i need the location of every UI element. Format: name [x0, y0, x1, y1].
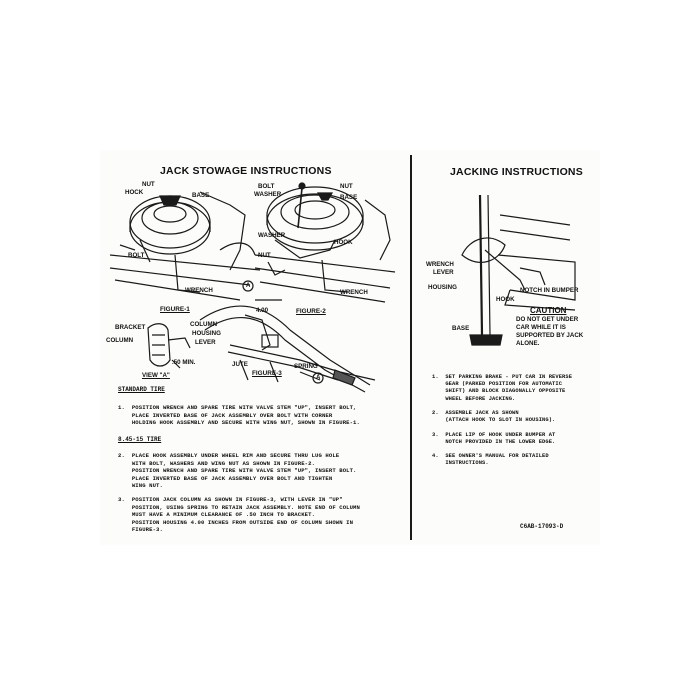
label-hook-2: HOOK: [334, 239, 353, 246]
label-column-2: COLUMN: [190, 321, 218, 328]
label-nut-2a: NUT: [340, 183, 353, 190]
label-washer-2b: WASHER: [258, 232, 286, 239]
section-standard-tire: STANDARD TIRE: [118, 386, 165, 393]
stowage-step-1: 1. POSITION WRENCH AND SPARE TIRE WITH VALVE STEM "UP", INSERT BOLT, PLACE INVERTED BASE OF JACK ASSEMBLY OVER BOLT WITH CORNER HOLDING HOOK ASSEMBLY AND SECURE WITH WING NUT, SHOWN IN FIGURE-1.: [118, 404, 360, 427]
figure-1-caption: FIGURE-1: [160, 306, 190, 313]
label-hook-r: HOOK: [496, 296, 515, 303]
label-wrench-2: WRENCH: [340, 289, 368, 296]
label-bolt-1: BOLT: [128, 252, 145, 259]
label-notch-in-bumper: NOTCH IN BUMPER: [520, 287, 579, 294]
part-number: C6AB-17093-D: [520, 523, 564, 530]
circle-a2-label: A: [316, 375, 321, 381]
label-jute: JUTE: [232, 361, 248, 368]
label-wrench-r: WRENCH: [426, 261, 454, 268]
figure-2-tire-drawing: [255, 183, 395, 302]
label-dim-4-00: 4.00: [256, 307, 269, 314]
jacking-title: JACKING INSTRUCTIONS: [450, 166, 583, 178]
label-lever: LEVER: [195, 339, 216, 346]
label-base-1: BASE: [192, 192, 210, 199]
label-hook-1: HOCK: [125, 189, 144, 196]
figure-3-caption: FIGURE-3: [252, 370, 282, 377]
stowage-step-2: 2. PLACE HOOK ASSEMBLY UNDER WHEEL RIM AND SECURE THRU LUG HOLE WITH BOLT, WASHERS AND WING NUT AS SHOWN IN FIGURE-2. POSITION WRENCH AND SPARE TIRE WITH VALVE STEM "UP", INSERT BOLT. PLACE INVERTED BASE OF JACK ASSEMBLY OVER BOLT AND TIGHTEN WING NUT.: [118, 452, 357, 490]
label-base-2: BASE: [340, 194, 358, 201]
figure-2-caption: FIGURE-2: [296, 308, 326, 315]
label-base-r: BASE: [452, 325, 470, 332]
jacking-steps: 1. SET PARKING BRAKE - PUT CAR IN REVERSE GEAR (PARKED POSITION FOR AUTOMATIC SHIFT) AND BLOCK DIAGONALLY OPPOSITE WHEEL BEFORE JACKING. 2. ASSEMBLE JACK AS SHOWN (ATTACH HOOK TO SLOT IN HOUSING). 3. PLACE LIP OF HOOK UNDER BUMPER AT NOTCH PROVIDED IN THE LOWER EDGE. 4. SEE OWNER'S MANUAL FOR DETAILED INSTRUCTIONS.: [432, 374, 573, 467]
stowage-step-3: 3. POSITION JACK COLUMN AS SHOWN IN FIGURE-3, WITH LEVER IN "UP" POSITION, USING SPRING TO RETAIN JACK ASSEMBLY. NOTE END OF COLUMN MUST HAVE A MINIMUM CLEARANCE OF .50 INCH TO BRACKET. POSITION HOUSING 4.00 INCHES FROM OUTSIDE END OF COLUMN SHOWN IN FIGURE-3.: [118, 496, 360, 534]
label-housing-r: HOUSING: [428, 284, 457, 291]
label-lever-r: LEVER: [433, 269, 454, 276]
label-spring: SPRING: [294, 363, 318, 370]
label-housing: HOUSING: [192, 330, 221, 337]
jack-stowage-title: JACK STOWAGE INSTRUCTIONS: [160, 165, 332, 177]
caution-title: CAUTION: [530, 306, 567, 315]
label-nut-1: NUT: [142, 181, 155, 188]
figure-1-tire-drawing: [110, 189, 260, 300]
label-column: COLUMN: [106, 337, 134, 344]
label-nut-2b: NUT: [258, 252, 271, 259]
label-bracket: BRACKET: [115, 324, 146, 331]
label-50-min: .50 MIN.: [172, 359, 196, 366]
view-a-caption: VIEW "A": [142, 372, 170, 379]
caution-body: DO NOT GET UNDER CAR WHILE IT IS SUPPORTED BY JACK ALONE.: [516, 316, 584, 347]
circle-a-label: A: [246, 283, 251, 289]
label-bolt-2: BOLT: [258, 183, 275, 190]
figure-3-jack-drawing: [200, 300, 375, 392]
label-wrench-1: WRENCH: [185, 287, 213, 294]
section-8-45-15-tire: 8.45-15 TIRE: [118, 436, 162, 443]
label-washer-2: WASHER: [254, 191, 282, 198]
